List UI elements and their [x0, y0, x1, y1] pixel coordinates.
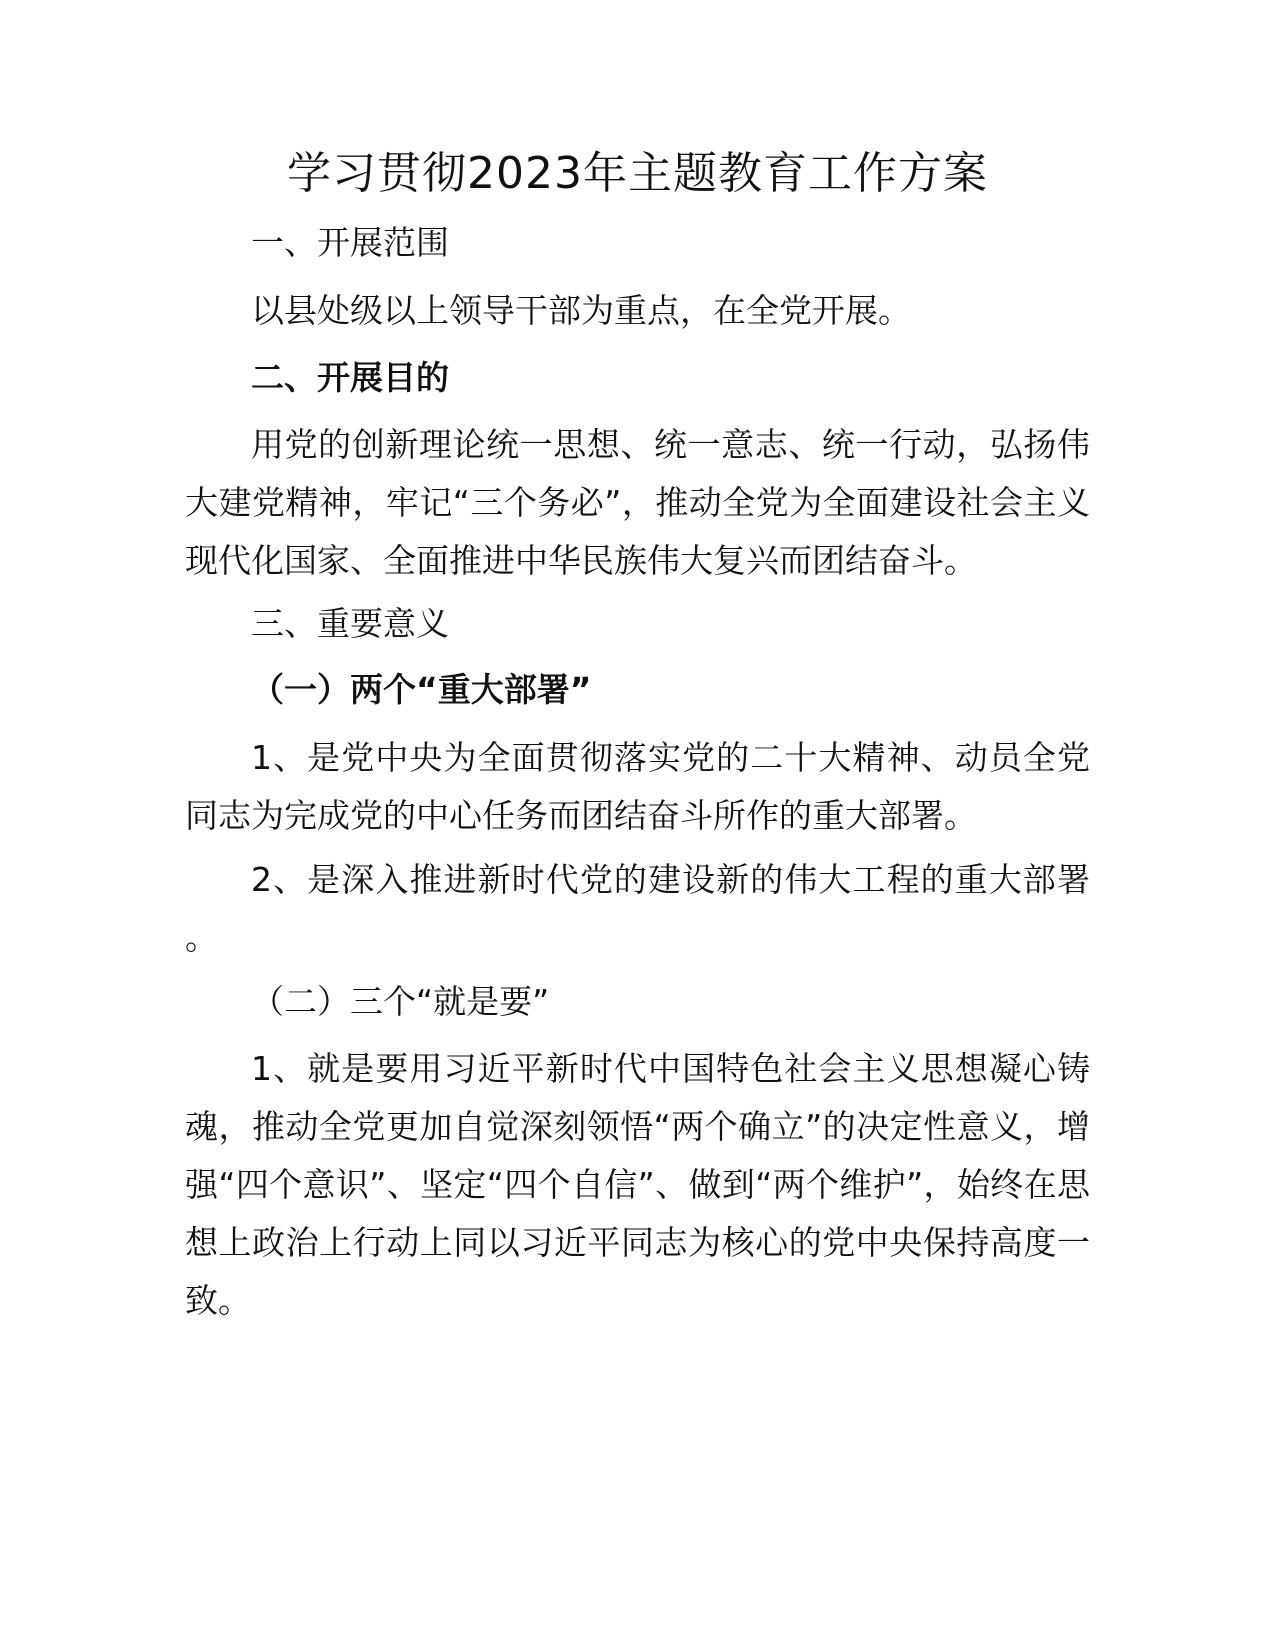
- subsection-heading-three-requirements: （二）三个“就是要”: [251, 982, 550, 1021]
- list-item-requirement-1: 1、就是要用习近平新时代中国特色社会主义思想凝心铸魂，推动全党更加自觉深刻领悟“两个确立”的决定性意义，增强“四个意识”、坚定“四个自信”、做到“两个维护”，始终在思想上政治上行动上同以习近平同志为核心的党中央保持高度一致。: [185, 1049, 1090, 1320]
- section-heading-significance: 三、重要意义: [251, 604, 449, 643]
- section-text-purpose: 用党的创新理论统一思想、统一意志、统一行动，弘扬伟大建党精神，牢记“三个务必”，推动全党为全面建设社会主义现代化国家、全面推进中华民族伟大复兴而团结奋斗。: [185, 425, 1090, 580]
- section-heading-purpose: 二、开展目的: [251, 358, 449, 397]
- document-title: 学习贯彻2023年主题教育工作方案: [287, 148, 988, 199]
- section-heading-scope: 一、开展范围: [251, 223, 449, 262]
- list-item-deployment-2: 2、是深入推进新时代党的建设新的伟大工程的重大部署。: [185, 860, 1090, 957]
- list-item-deployment-1: 1、是党中央为全面贯彻落实党的二十大精神、动员全党同志为完成党的中心任务而团结奋斗所作的重大部署。: [185, 738, 1090, 835]
- section-text-scope: 以县处级以上领导干部为重点，在全党开展。: [251, 291, 911, 330]
- subsection-heading-two-major-deployments: （一）两个“重大部署”: [251, 670, 592, 709]
